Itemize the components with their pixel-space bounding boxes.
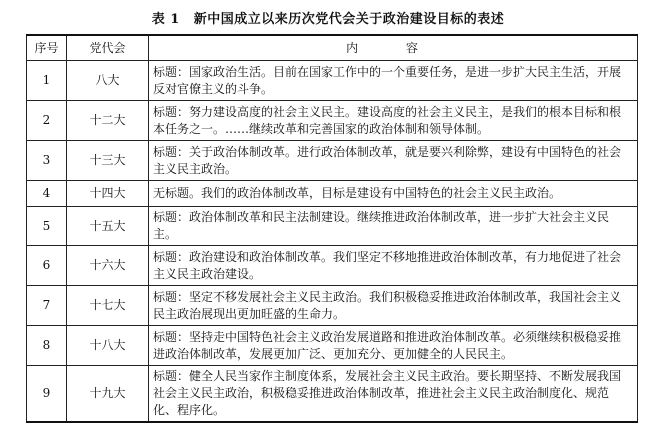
row-number: 7 — [27, 286, 67, 326]
table-row — [27, 61, 638, 101]
header-number: 序号 — [27, 35, 67, 61]
row-content: 标题：政治建设和政治体制改革。我们坚定不移地推进政治体制改革，有力地促进了社会主义民主政治建设。 — [149, 246, 638, 286]
header-content: 内 容 — [149, 35, 638, 61]
row-congress: 十四大 — [67, 181, 149, 207]
row-number: 9 — [27, 366, 67, 423]
row-congress: 十六大 — [67, 246, 149, 286]
row-number: 8 — [27, 326, 67, 366]
congress-table — [26, 34, 638, 423]
row-congress: 十八大 — [67, 326, 149, 366]
table-title: 新中国成立以来历次党代会关于政治建设目标的表述 — [193, 12, 505, 27]
table-row — [27, 246, 638, 286]
row-content: 标题：关于政治体制改革。进行政治体制改革，就是要兴利除弊，建设有中国特色的社会主义民主政治。 — [149, 141, 638, 181]
header-congress: 党代会 — [67, 35, 149, 61]
row-content: 标题：坚定不移发展社会主义民主政治。我们积极稳妥推进政治体制改革，我国社会主义民主政治展现出更加旺盛的生命力。 — [149, 286, 638, 326]
row-congress: 十二大 — [67, 101, 149, 141]
row-content: 无标题。我们的政治体制改革，目标是建设有中国特色的社会主义民主政治。 — [149, 181, 638, 207]
row-content: 标题：国家政治生活。目前在国家工作中的一个重要任务，是进一步扩大民主生活，开展反对官僚主义的斗争。 — [149, 61, 638, 101]
header-row — [27, 35, 638, 61]
row-number: 1 — [27, 61, 67, 101]
row-congress: 十五大 — [67, 207, 149, 246]
row-number: 2 — [27, 101, 67, 141]
table-row — [27, 326, 638, 366]
table-row — [27, 286, 638, 326]
row-content: 标题：坚持走中国特色社会主义政治发展道路和推进政治体制改革。必须继续积极稳妥推进政治体制改革，发展更加广泛、更加充分、更加健全的人民民主。 — [149, 326, 638, 366]
table-row — [27, 181, 638, 207]
table-number: 表 1 — [151, 12, 180, 27]
row-congress: 十三大 — [67, 141, 149, 181]
row-number: 4 — [27, 181, 67, 207]
row-number: 5 — [27, 207, 67, 246]
table-caption — [0, 8, 656, 27]
row-congress: 十九大 — [67, 366, 149, 423]
row-content: 标题：努力建设高度的社会主义民主。建设高度的社会主义民主，是我们的根本目标和根本任务之一。……继续改革和完善国家的政治体制和领导体制。 — [149, 101, 638, 141]
row-congress: 八大 — [67, 61, 149, 101]
row-congress: 十七大 — [67, 286, 149, 326]
row-content: 标题：政治体制改革和民主法制建设。继续推进政治体制改革，进一步扩大社会主义民主。 — [149, 207, 638, 246]
row-number: 3 — [27, 141, 67, 181]
row-content: 标题：健全人民当家作主制度体系，发展社会主义民主政治。要长期坚持、不断发展我国社会主义民主政治，积极稳妥推进政治体制改革，推进社会主义民主政治制度化、规范化、程序化。 — [149, 366, 638, 423]
table-row — [27, 101, 638, 141]
table-row — [27, 207, 638, 246]
table-row — [27, 141, 638, 181]
row-number: 6 — [27, 246, 67, 286]
table-row — [27, 366, 638, 423]
